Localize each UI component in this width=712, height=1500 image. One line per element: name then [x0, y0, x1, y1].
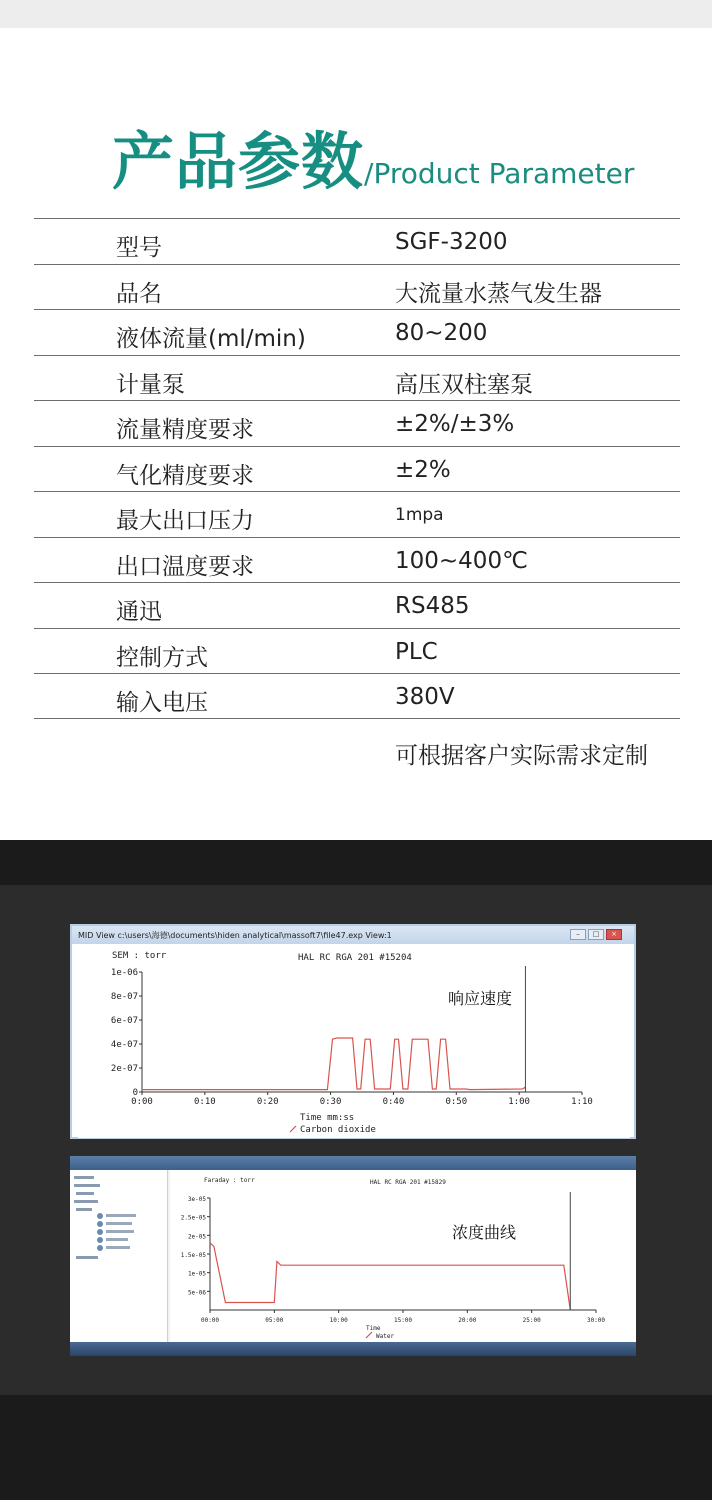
spec-value: 80~200 — [395, 320, 488, 346]
series-line — [210, 1243, 570, 1310]
y-tick-label: 1e-05 — [187, 1270, 206, 1278]
y-tick-label: 2e-07 — [110, 1064, 138, 1074]
spec-row — [34, 355, 680, 401]
spec-label: 输入电压 — [116, 690, 208, 716]
sidebar-tree — [70, 1170, 168, 1342]
legend-swatch — [290, 1126, 296, 1132]
legend-label: Carbon dioxide — [300, 1125, 376, 1135]
x-tick-label: 00:00 — [200, 1317, 220, 1324]
chart-title: HAL RC RGA 201 #15204 — [298, 953, 412, 963]
x-tick-label: 1:10 — [571, 1097, 593, 1107]
y-tick-label: 3e-05 — [187, 1196, 206, 1203]
app-sidebar — [70, 1170, 168, 1342]
legend-swatch — [366, 1332, 372, 1338]
spec-row — [34, 582, 680, 628]
spec-label: 通迅 — [116, 599, 162, 625]
spec-row — [34, 537, 680, 583]
series-line — [142, 1038, 525, 1090]
spec-label: 液体流量(ml/min) — [116, 326, 306, 352]
title-zh: 产品参数 — [112, 125, 365, 198]
response-speed-label: 响应速度 — [448, 989, 513, 1008]
spec-label: 出口温度要求 — [116, 553, 254, 580]
concentration-screenshot — [70, 1156, 636, 1356]
y-tick-label: 8e-07 — [110, 992, 138, 1002]
title-en: /Product Parameter — [364, 157, 635, 190]
x-tick-label: 0:00 — [131, 1097, 153, 1107]
spec-row — [34, 218, 680, 264]
spec-table — [34, 218, 680, 719]
top-bar — [0, 0, 712, 28]
x-tick-label: 05:00 — [265, 1317, 284, 1324]
spec-row — [34, 309, 680, 355]
spec-value: 100~400℃ — [395, 547, 528, 574]
taskbar — [70, 1342, 636, 1356]
concentration-plot — [170, 1170, 636, 1342]
y-tick-label: 2.5e-05 — [180, 1214, 206, 1222]
dark-band-bottom — [0, 1395, 712, 1500]
y-tick-label: 1.5e-05 — [180, 1252, 206, 1259]
spec-row — [34, 673, 680, 719]
spec-label: 流量精度要求 — [116, 417, 254, 443]
x-tick-label: 0:40 — [382, 1097, 405, 1107]
spec-value: PLC — [395, 638, 438, 665]
maximize-icon[interactable]: □ — [588, 929, 604, 940]
y-tick-label: 1e-06 — [110, 968, 138, 978]
x-tick-label: 25:00 — [522, 1317, 541, 1324]
spec-label: 品名 — [116, 280, 162, 307]
spec-label: 型号 — [116, 235, 162, 261]
spec-value: 380V — [395, 684, 455, 710]
response-speed-chart — [78, 946, 630, 1138]
spec-label: 最大出口压力 — [116, 508, 254, 534]
spec-value: ±2%/±3% — [395, 411, 515, 437]
spec-row — [34, 400, 680, 446]
legend-label: Water — [376, 1333, 395, 1340]
y-tick-label: 6e-07 — [110, 1016, 138, 1026]
x-tick-label: 0:20 — [256, 1097, 279, 1107]
window-title: MID View c:\users\海德\documents\hiden analytical\massoft7\file47.exp View:1 — [72, 926, 634, 944]
y-tick-label: 2e-05 — [187, 1233, 206, 1241]
response-speed-screenshot — [70, 924, 636, 1139]
x-axis-label: Time — [366, 1325, 381, 1332]
minimize-icon[interactable]: – — [570, 929, 586, 940]
x-axis-label: Time mm:ss — [300, 1113, 355, 1123]
page-title — [112, 112, 634, 201]
spec-label: 气化精度要求 — [116, 462, 254, 489]
spec-value: RS485 — [395, 593, 470, 619]
y-axis-label: SEM : torr — [112, 951, 167, 961]
chart-title: HAL RC RGA 201 #15829 — [370, 1179, 446, 1186]
x-tick-label: 15:00 — [393, 1317, 413, 1324]
spec-row — [34, 491, 680, 537]
spec-value: SGF-3200 — [395, 229, 508, 255]
spec-value: ±2% — [395, 456, 451, 483]
dark-band-top — [0, 840, 712, 885]
app-toolbar — [70, 1156, 636, 1170]
concentration-chart — [170, 1170, 636, 1342]
spec-label: 计量泵 — [116, 371, 185, 398]
spec-row — [34, 628, 680, 674]
close-icon[interactable]: × — [606, 929, 622, 940]
spec-row — [34, 446, 680, 492]
x-tick-label: 0:50 — [445, 1097, 468, 1107]
y-tick-label: 0 — [132, 1088, 138, 1098]
x-tick-label: 30:00 — [586, 1317, 606, 1324]
y-axis-label: Faraday : torr — [204, 1177, 255, 1184]
x-tick-label: 1:00 — [508, 1097, 530, 1107]
x-tick-label: 20:00 — [458, 1317, 477, 1324]
spec-value: 1mpa — [395, 505, 444, 525]
spec-value: 大流量水蒸气发生器 — [395, 280, 602, 307]
concentration-label: 浓度曲线 — [452, 1223, 517, 1242]
x-tick-label: 10:00 — [329, 1317, 348, 1324]
custom-note: 可根据客户实际需求定制 — [395, 743, 648, 769]
x-tick-label: 0:30 — [319, 1097, 342, 1107]
x-tick-label: 0:10 — [194, 1097, 216, 1107]
y-tick-label: 4e-07 — [110, 1040, 138, 1050]
spec-value: 高压双柱塞泵 — [395, 371, 533, 398]
spec-label: 控制方式 — [116, 644, 208, 671]
y-tick-label: 5e-06 — [187, 1289, 206, 1297]
chart-pane — [78, 946, 630, 1138]
spec-row — [34, 264, 680, 310]
